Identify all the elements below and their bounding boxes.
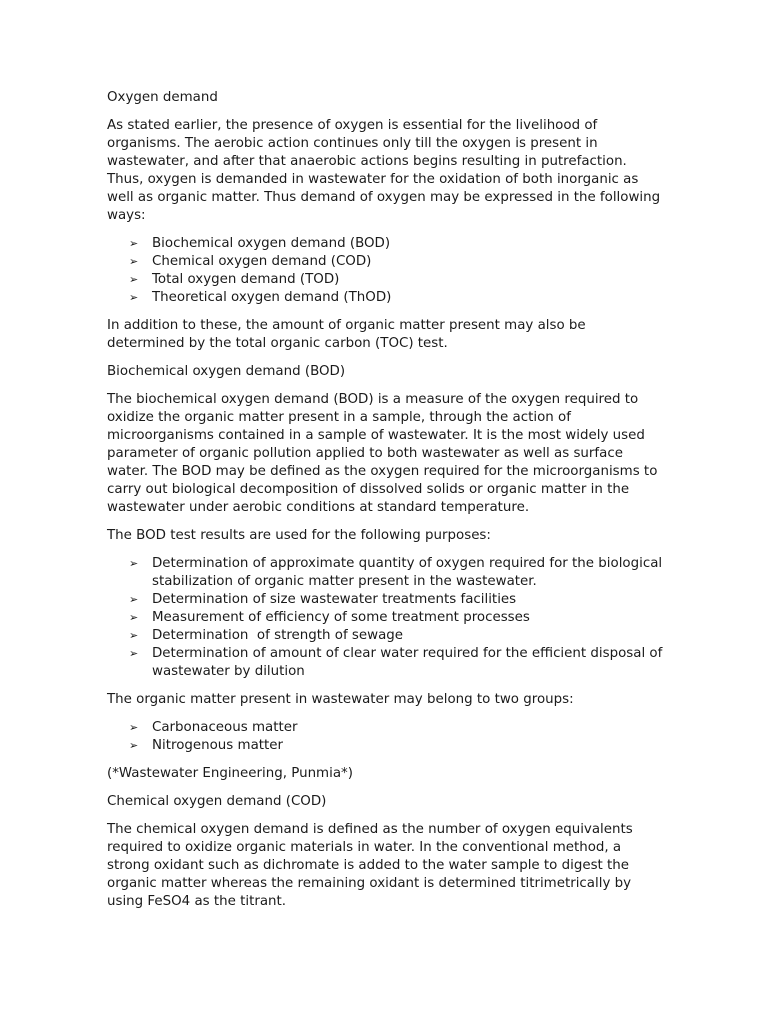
paragraph-cod-definition: The chemical oxygen demand is defined as the number of oxygen equivalents required to oxidize organic materials in water. In the conventional method, a strong oxidant such as dichromate is added to the water sample to digest the organic matter whereas the remaining oxidant is determined titrimetrically by using FeSO4 as the titrant.	[107, 822, 633, 909]
paragraph-organic-groups: The organic matter present in wastewater may belong to two groups:	[107, 692, 574, 707]
list-item: ➢ Biochemical oxygen demand (BOD)	[129, 236, 391, 251]
citation: (*Wastewater Engineering, Punmia*)	[107, 766, 353, 781]
list-item: ➢ Nitrogenous matter	[129, 738, 284, 753]
arrow-bullet-icon: ➢	[129, 557, 139, 570]
arrow-bullet-icon: ➢	[129, 629, 139, 642]
paragraph-bod-definition: The biochemical oxygen demand (BOD) is a measure of the oxygen required to oxidize the organic matter present in a sample, through the action of microorganisms contained in a sample of wastewater. It is the most widely used parameter of organic pollution applied to both wastewater as well as surface water. The BOD may be defined as the oxygen required for the microorganisms to carry out biological decomposition of dissolved solids or organic matter in the wastewater under aerobic conditions at standard temperature.	[107, 392, 658, 515]
paragraph-toc: In addition to these, the amount of organic matter present may also be determined by the total organic carbon (TOC) test.	[107, 318, 586, 351]
list-organic-groups	[107, 719, 667, 755]
list-item: ➢ Chemical oxygen demand (COD)	[129, 254, 372, 269]
list-item: ➢ Determination of strength of sewage	[129, 628, 404, 643]
list-item: ➢ Total oxygen demand (TOD)	[129, 272, 340, 287]
list-item: ➢ Theoretical oxygen demand (ThOD)	[129, 290, 392, 305]
arrow-bullet-icon: ➢	[129, 237, 139, 250]
list-item: ➢ Determination of approximate quantity of oxygen required for the biological stabilization of organic matter present in the wastewater.	[129, 556, 663, 589]
arrow-bullet-icon: ➢	[129, 721, 139, 734]
list-item: ➢ Measurement of efficiency of some treatment processes	[129, 610, 530, 625]
arrow-bullet-icon: ➢	[129, 291, 139, 304]
list-bod-purposes	[107, 555, 667, 681]
list-item: ➢ Carbonaceous matter	[129, 720, 298, 735]
paragraph-bod-purposes: The BOD test results are used for the following purposes:	[107, 528, 491, 543]
list-item: ➢ Determination of size wastewater treatments facilities	[129, 592, 517, 607]
list-item: ➢ Determination of amount of clear water required for the efficient disposal of wastewater by dilution	[129, 646, 663, 679]
arrow-bullet-icon: ➢	[129, 739, 139, 752]
list-oxygen-demand-types	[107, 235, 667, 307]
arrow-bullet-icon: ➢	[129, 611, 139, 624]
arrow-bullet-icon: ➢	[129, 593, 139, 606]
heading-oxygen-demand: Oxygen demand	[107, 90, 218, 105]
heading-cod: Chemical oxygen demand (COD)	[107, 794, 327, 809]
heading-bod: Biochemical oxygen demand (BOD)	[107, 364, 346, 379]
paragraph-intro: As stated earlier, the presence of oxygen is essential for the livelihood of organisms. The aerobic action continues only till the oxygen is present in wastewater, and after that anaerobic actions begins resulting in putrefaction. Thus, oxygen is demanded in wastewater for the oxidation of both inorganic as well as organic matter. Thus demand of oxygen may be expressed in the following ways:	[107, 118, 661, 223]
arrow-bullet-icon: ➢	[129, 647, 139, 660]
document-page	[107, 89, 667, 921]
arrow-bullet-icon: ➢	[129, 273, 139, 286]
arrow-bullet-icon: ➢	[129, 255, 139, 268]
